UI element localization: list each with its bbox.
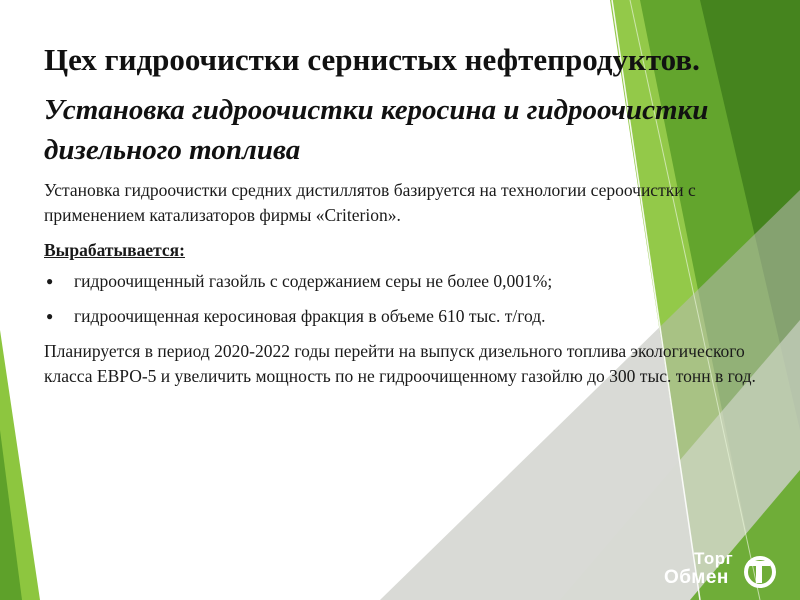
torgobmen-logo xyxy=(664,549,794,593)
slide-content xyxy=(44,38,764,389)
produced-label: Вырабатывается: xyxy=(44,240,185,260)
list-item xyxy=(44,304,764,329)
produced-list xyxy=(44,269,764,329)
list-item-text: гидроочищенная керосиновая фракция в объеме 610 тыс. т/год. xyxy=(74,306,546,326)
list-item-text: гидроочищенный газойль с содержанием серы не более 0,001%; xyxy=(74,271,553,291)
slide-title: Цех гидроочистки сернистых нефтепродуктов. xyxy=(44,42,700,77)
bullet-dot-icon: ● xyxy=(46,274,54,288)
torgobmen-logo-mark-icon xyxy=(740,555,778,589)
slide-subtitle: Установка гидроочистки керосина и гидроочистки дизельного топлива xyxy=(44,94,709,166)
logo-text-line1: Торг xyxy=(694,549,734,568)
plan-paragraph: Планируется в период 2020-2022 годы перейти на выпуск дизельного топлива экологического класса ЕВРО-5 и увеличить мощность по не гидроочищенному газойлю до 300 тыс. тонн в год. xyxy=(44,341,756,386)
intro-paragraph: Установка гидроочистки средних дистиллятов базируется на технологии сероочистки с применением катализаторов фирмы «Criterion». xyxy=(44,180,696,225)
bullet-dot-icon: ● xyxy=(46,309,54,323)
list-item xyxy=(44,269,764,294)
logo-text-line2: Обмен xyxy=(664,567,729,588)
